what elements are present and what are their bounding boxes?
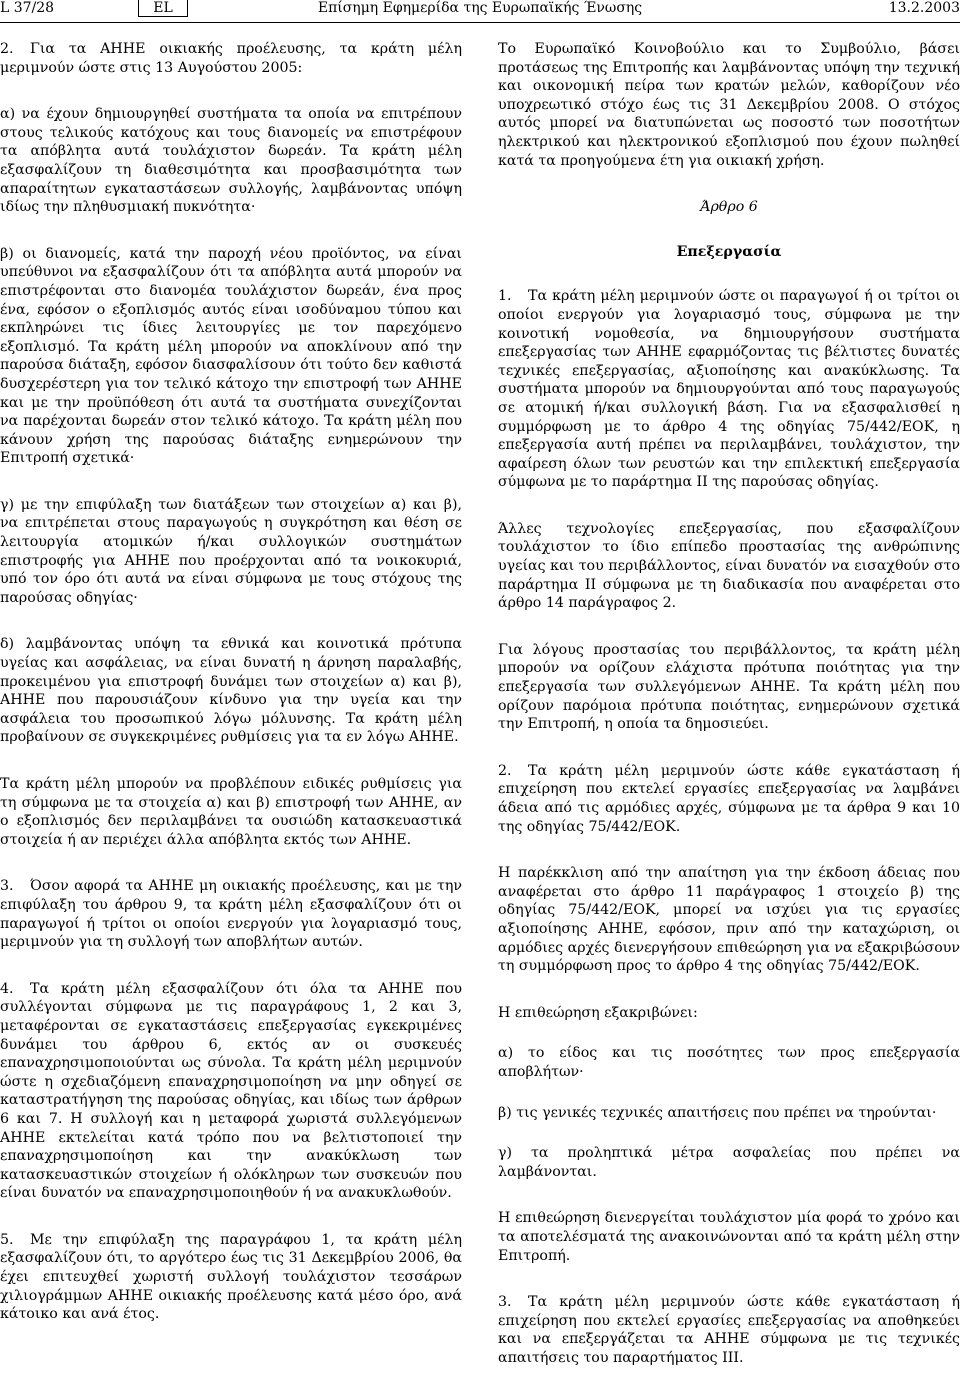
item-2a: α) να έχουν δημιουργηθεί συστήματα τα οποία να επιτρέπουν στους τελικούς κατόχους και τους διανομείς να επιστρέφουν τα απόβλητα αυτά τουλάχιστον δωρεάν. Τα κράτη μέλη εξασφαλίζουν τη διαθεσιμότητα και προσβασιμότητα των απαραίτητων εγκαταστάσεων συλλογής, λαμβάνοντας υπόψη ιδίως την πληθυσμιακή πυκνότητα· <box>0 106 462 216</box>
header-rule <box>0 22 960 23</box>
paragraph-4: 4. Τα κράτη μέλη εξασφαλίζουν ότι όλα τα ΑΗΗΕ που συλλέγονται σύμφωνα με τις παραγράφους 1, 2 και 3, μεταφέρονται σε εγκαταστάσεις επεξεργασίας εγκεκριμένες δυνάμει του άρθρου 6, εκτός αν οι συσκευές επαναχρησιμοποιούνται ως σύνολα. Τα κράτη μέλη μεριμνούν ώστε η σχεδιαζόμενη επαναχρησιμοποίηση να μην οδηγεί σε καταστρατήγηση της παρούσας οδηγίας, και ιδίως των άρθρων 6 και 7. Η συλλογή και η μεταφορά χωριστά συλλεγόμενων ΑΗΗΕ εκτελείται κατά τρόπο που να βελτιστοποιεί την επαναχρησιμοποίηση και την ανακύκλωση των κατασκευαστικών στοιχείων ή ολόκληρων των συσκευών που είναι δυνατόν να επαναχρησιμοποιηθούν ή να ανακυκλωθούν. <box>0 980 462 1202</box>
article6-paragraph-1: 1. Τα κράτη μέλη μεριμνούν ώστε οι παραγωγοί ή οι τρίτοι οι οποίοι ενεργούν για λογαριασμό τους, σύμφωνα με την κοινοτική νομοθεσία, να δημιουργήσουν συστήματα επεξεργασίας των ΑΗΗΕ εφαρμόζοντας τις βέλτιστες δυνατές τεχνικές επεξεργασίας, αξιοποίησης και ανακύκλωσης. Τα συστήματα μπορούν να δημιουργούνται από τους παραγωγούς σε ατομική ή/και συλλογική βάση. Για να εξασφαλισθεί η συμμόρφωση με το άρθρο 4 της οδηγίας 75/442/ΕΟΚ, η επεξεργασία αυτή πρέπει να περιλαμβάνει, τουλάχιστον, την αφαίρεση όλων των ρευστών και την επιλεκτική επεξεργασία σύμφωνα με το παράρτημα ΙΙ της παρούσας οδηγίας. <box>498 288 960 491</box>
item-2b: β) οι διανομείς, κατά την παροχή νέου προϊόντος, να είναι υπεύθυνοι να εξασφαλίζουν ότι τα απόβλητα αυτά μπορούν να επιστρέφονται στο διανομέα τουλάχιστον δωρεάν, ένα προς ένα, εφόσον ο εξοπλισμός αυτός είναι ισοδύναμου τύπου και εκπληρώνει τις ίδιες λειτουργίες με τον παρεχόμενο εξοπλισμό. Τα κράτη μέλη μπορούν να αποκλίνουν από την παρούσα διάταξη, εφόσον διασφαλίσουν ότι τούτο δεν καθιστά δυσχερέστερη για τον τελικό κάτοχο την επιστροφή των ΑΗΗΕ και με την προϋπόθεση ότι αυτά τα συστήματα συνεχίζονται να παρέχονται δωρεάν στον τελικό κάτοχο. Τα κράτη μέλη που κάνουν χρήση της παρούσας διάταξης ενημερώνουν την Επιτροπή σχετικά· <box>0 245 462 467</box>
inspection-intro: Η επιθεώρηση εξακριβώνει: <box>498 1004 698 1021</box>
target-paragraph: Το Ευρωπαϊκό Κοινοβούλιο και το Συμβούλιο, βάσει προτάσεως της Επιτροπής και λαμβάνοντας υπόψη την τεχνική και οικονομική πείρα των κρατών μελών, καθορίζουν νέο υποχρεωτικό στόχο έως τις 31 Δεκεμβρίου 2008. Ο στόχος αυτός μπορεί να διατυπώνεται ως ποσοστό των ποσοτήτων ηλεκτρικού και ηλεκτρονικού εξοπλισμού που έχουν πωληθεί κατά τα προηγούμενα έτη για οικιακή χρήση. <box>498 41 960 169</box>
article6-paragraph-2d: Η επιθεώρηση διενεργείται τουλάχιστον μία φορά το χρόνο και τα αποτελέσματά της ανακοινώνονται από τα κράτη μέλη στην Επιτροπή. <box>498 1210 960 1264</box>
article6-paragraph-1c: Για λόγους προστασίας του περιβάλλοντος, τα κράτη μέλη μπορούν να ορίζουν ελάχιστα πρότυπα ποιότητας για την επεξεργασία των συλλεγόμενων ΑΗΗΕ. Τα κράτη μέλη που ορίζουν παρόμοια πρότυπα ποιότητας, ενημερώνουν σχετικά την Επιτροπή, η οποία τα δημοσιεύει. <box>498 641 960 733</box>
article-title: Επεξεργασία <box>676 243 782 260</box>
page-header <box>0 0 960 22</box>
item-2d: δ) λαμβάνοντας υπόψη τα εθνικά και κοινοτικά πρότυπα υγείας και ασφάλειας, να είναι δυνατή η άρνηση παραλαβής, προκειμένου για επιστροφή δυνάμει των στοιχείων α) και β), ΑΗΗΕ που παρουσιάζουν κίνδυνο για την υγεία και την ασφάλεια του προσωπικού λόγω μόλυνσης. Τα κράτη μέλη προβαίνουν σε συγκεκριμένες ρυθμίσεις για τα εν λόγω ΑΗΗΕ. <box>0 636 462 746</box>
article6-paragraph-2b: Η παρέκκλιση από την απαίτηση για την έκδοση άδειας που αναφέρεται στο άρθρο 11 παράγραφος 1 στοιχείο β) της οδηγίας 75/442/ΕΟΚ, μπορεί να ισχύει για τις εργασίες αξιοποίησης ΑΗΗΕ, εφόσον, πριν από την καταχώριση, οι αρμόδιες αρχές διενεργήσουν επιθεώρηση για να εξακριβώσουν τη συμμόρφωση προς το άρθρο 4 της οδηγίας 75/442/ΕΟΚ. <box>498 865 960 975</box>
article6-paragraph-3: 3. Τα κράτη μέλη μεριμνούν ώστε κάθε εγκατάσταση ή επιχείρηση που εκτελεί εργασίες επεξεργασίας να αποθηκεύει και να επεξεργάζεται τα ΑΗΗΕ σύμφωνα με τις τεχνικές απαιτήσεις του παραρτήματος ΙΙΙ. <box>498 1294 960 1366</box>
article6-paragraph-2: 2. Τα κράτη μέλη μεριμνούν ώστε κάθε εγκατάσταση ή επιχείρηση που εκτελεί εργασίες επεξεργασίας να λαμβάνει άδεια από τις αρμόδιες αρχές, σύμφωνα με τα άρθρα 9 και 10 της οδηγίας 75/442/ΕΟΚ. <box>498 762 960 835</box>
inspection-item-a: α) το είδος και τις ποσότητες των προς επεξεργασία αποβλήτων· <box>498 1045 960 1080</box>
paragraph-2-tail: Τα κράτη μέλη μπορούν να προβλέπουν ειδικές ρυθμίσεις για τη σύμφωνα με τα στοιχεία α) και β) επιστροφή των ΑΗΗΕ, αν ο εξοπλισμός δεν περιλαμβάνει τα ουσιώδη κατασκευαστικά στοιχεία ή αν περιέχει άλλα απόβλητα εκτός των ΑΗΗΕ. <box>0 776 462 848</box>
journal-title: Επίσημη Εφημερίδα της Ευρωπαϊκής Ένωσης <box>317 0 643 16</box>
inspection-item-c: γ) τα προληπτικά μέτρα ασφαλείας που πρέπει να λαμβάνονται. <box>498 1145 960 1180</box>
issue-date: 13.2.2003 <box>888 0 960 16</box>
item-2c: γ) με την επιφύλαξη των διατάξεων των στοιχείων α) και β), να επιτρέπεται στους παραγωγούς η συγκρότηση και θέση σε λειτουργία ατομικών ή/και συλλογικών συστημάτων επιστροφής για ΑΗΗΕ που προέρχονται από τα νοικοκυριά, υπό τον όρο ότι αυτά να είναι σύμφωνα με τους στόχους της παρούσας οδηγίας· <box>0 496 462 606</box>
article-number: Άρθρο 6 <box>700 199 758 216</box>
paragraph-3: 3. Όσον αφορά τα ΑΗΗΕ μη οικιακής προέλευσης, και με την επιφύλαξη του άρθρου 9, τα κράτη μέλη εξασφαλίζουν ότι οι παραγωγοί ή τρίτοι οι οποίοι ενεργούν για λογαριασμό τους, μεριμνούν για τη συλλογή των αποβλήτων αυτών. <box>0 878 462 951</box>
paragraph-5: 5. Με την επιφύλαξη της παραγράφου 1, τα κράτη μέλη εξασφαλίζουν ότι, το αργότερο έως τις 31 Δεκεμβρίου 2006, θα έχει επιτευχθεί χωριστή συλλογή τουλάχιστον τεσσάρων χιλιογράμμων ΑΗΗΕ οικιακής προέλευσης κατά μέσο όρο, ανά κάτοικο και ανά έτος. <box>0 1231 462 1323</box>
language-code-box: EL <box>138 0 188 17</box>
page-reference: L 37/28 <box>0 0 55 16</box>
paragraph-2-intro: 2. Για τα ΑΗΗΕ οικιακής προέλευσης, τα κράτη μέλη μεριμνούν ώστε στις 13 Αυγούστου 2005: <box>0 41 462 76</box>
article6-paragraph-1b: Άλλες τεχνολογίες επεξεργασίας, που εξασφαλίζουν τουλάχιστον το ίδιο επίπεδο προστασίας της ανθρώπινης υγείας και του περιβάλλοντος, είναι δυνατόν να εισαχθούν στο παράρτημα ΙΙ σύμφωνα με τη διαδικασία που αναφέρεται στο άρθρο 14 παράγραφος 2. <box>498 520 960 612</box>
left-column <box>0 40 462 1352</box>
right-column <box>498 40 960 1395</box>
inspection-item-b: β) τις γενικές τεχνικές απαιτήσεις που πρέπει να τηρούνται· <box>498 1104 937 1121</box>
